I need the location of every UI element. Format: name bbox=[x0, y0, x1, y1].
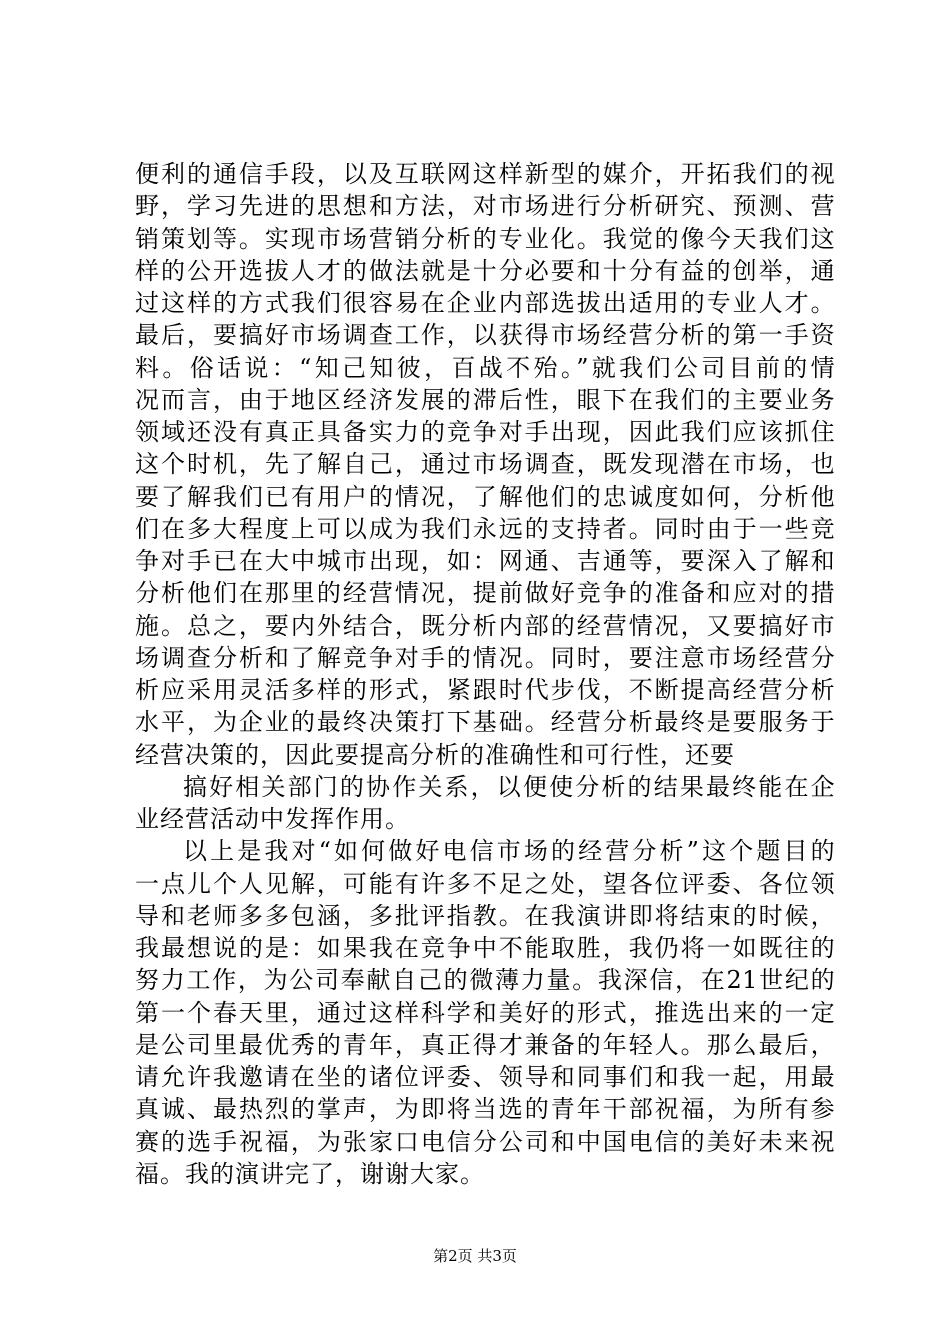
text-line: 第一个春天里，通过这样科学和美好的形式，推选出来的一定 bbox=[135, 998, 835, 1027]
body-text bbox=[135, 158, 835, 1190]
text-line: 这个时机，先了解自己，通过市场调查，既发现潜在市场，也 bbox=[135, 450, 835, 479]
text-line: 分析他们在那里的经营情况，提前做好竞争的准备和应对的措 bbox=[135, 579, 835, 608]
paragraph-first-line: 以上是我对“如何做好电信市场的经营分析”这个题目的 bbox=[183, 837, 835, 866]
text-line: 业经营活动中发挥作用。 bbox=[135, 805, 410, 833]
text-line: 样的公开选拔人才的做法就是十分必要和十分有益的创举，通 bbox=[135, 256, 835, 285]
text-line: 便利的通信手段，以及互联网这样新型的媒介，开拓我们的视 bbox=[135, 160, 835, 188]
text-line: 一点儿个人见解，可能有许多不足之处，望各位评委、各位领 bbox=[135, 869, 835, 898]
text-line: 福。我的演讲完了，谢谢大家。 bbox=[135, 1159, 485, 1188]
paragraph-first-line: 搞好相关部门的协作关系，以便使分析的结果最终能在企 bbox=[183, 772, 835, 801]
text-line: 销策划等。实现市场营销分析的专业化。我觉的像今天我们这 bbox=[135, 224, 835, 253]
text-line: 过这样的方式我们很容易在企业内部选拔出适用的专业人才。 bbox=[135, 289, 835, 317]
text-line: 料。俗话说：“知己知彼，百战不殆。”就我们公司目前的情 bbox=[135, 353, 835, 382]
text-line: 最后，要搞好市场调查工作，以获得市场经营分析的第一手资 bbox=[135, 321, 835, 350]
text-line: 领域还没有真正具备实力的竞争对手出现，因此我们应该抓住 bbox=[135, 418, 835, 446]
text-line: 场调查分析和了解竞争对手的情况。同时，要注意市场经营分 bbox=[135, 643, 835, 672]
page-number-footer: 第2页 共3页 bbox=[433, 1247, 517, 1265]
text-line: 况而言，由于地区经济发展的滞后性，眼下在我们的主要业务 bbox=[135, 385, 835, 414]
text-line: 经营决策的，因此要提高分析的准确性和可行性，还要 bbox=[135, 740, 735, 769]
text-line: 水平，为企业的最终决策打下基础。经营分析最终是要服务于 bbox=[135, 708, 835, 737]
text-line: 野，学习先进的思想和方法，对市场进行分析研究、预测、营 bbox=[135, 192, 835, 221]
text-line: 请允许我邀请在坐的诸位评委、领导和同事们和我一起，用最 bbox=[135, 1063, 835, 1091]
text-line: 导和老师多多包涵，多批评指教。在我演讲即将结束的时候， bbox=[135, 901, 835, 930]
text-line: 努力工作，为公司奉献自己的微薄力量。我深信，在21世纪的 bbox=[135, 966, 835, 995]
text-line: 们在多大程度上可以成为我们永远的支持者。同时由于一些竞 bbox=[135, 514, 835, 543]
text-line: 析应采用灵活多样的形式，紧跟时代步伐，不断提高经营分析 bbox=[135, 676, 835, 704]
text-line: 真诚、最热烈的掌声，为即将当选的青年干部祝福，为所有参 bbox=[135, 1095, 835, 1124]
text-line: 赛的选手祝福，为张家口电信分公司和中国电信的美好未来祝 bbox=[135, 1127, 835, 1156]
text-line: 施。总之，要内外结合，既分析内部的经营情况，又要搞好市 bbox=[135, 611, 835, 640]
text-line: 我最想说的是：如果我在竞争中不能取胜，我仍将一如既往的 bbox=[135, 934, 835, 962]
text-line: 要了解我们已有用户的情况，了解他们的忠诚度如何，分析他 bbox=[135, 482, 835, 511]
text-line: 争对手已在大中城市出现，如：网通、吉通等，要深入了解和 bbox=[135, 547, 835, 575]
text-line: 是公司里最优秀的青年，真正得才兼备的年轻人。那么最后， bbox=[135, 1030, 835, 1059]
